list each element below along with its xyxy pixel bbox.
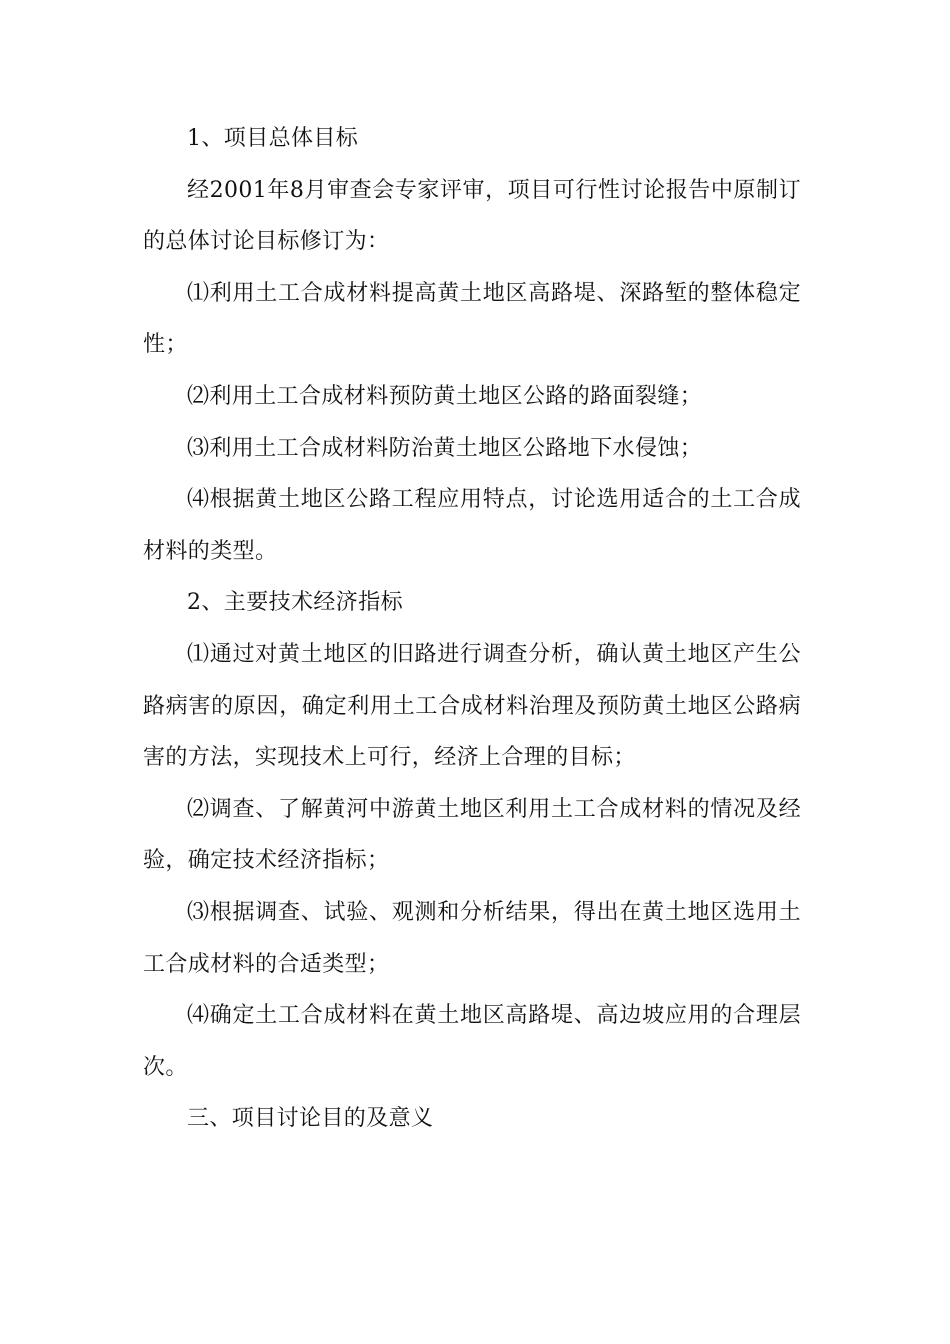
paragraph-goal-revision: 经2001年8月审查会专家评审，项目可行性讨论报告中原制订的总体讨论目标修订为： <box>143 177 801 255</box>
list-item-goal-4: ⑷根据黄土地区公路工程应用特点，讨论选用适合的土工合成材料的类型。 <box>143 487 801 564</box>
list-item-indicator-3: ⑶根据调查、试验、观测和分析结果，得出在黄土地区选用土工合成材料的合适类型； <box>143 899 801 977</box>
section-heading-purpose: 三、项目讨论目的及意义 <box>187 1106 434 1132</box>
section-heading-overall-goal: 1、项目总体目标 <box>187 126 359 151</box>
list-item-goal-3: ⑶利用土工合成材料防治黄土地区公路地下水侵蚀； <box>187 435 703 461</box>
document-body <box>143 113 801 1145</box>
list-item-goal-2: ⑵利用土工合成材料预防黄土地区公路的路面裂缝； <box>187 383 703 409</box>
list-item-goal-1: ⑴利用土工合成材料提高黄土地区高路堤、深路堑的整体稳定性； <box>143 280 801 358</box>
list-item-indicator-4: ⑷确定土工合成材料在黄土地区高路堤、高边坡应用的合理层次。 <box>143 1003 801 1080</box>
list-item-indicator-2: ⑵调查、了解黄河中游黄土地区利用土工合成材料的情况及经验，确定技术经济指标； <box>143 796 801 874</box>
section-heading-indicators: 2、主要技术经济指标 <box>187 590 403 616</box>
list-item-indicator-1: ⑴通过对黄土地区的旧路进行调查分析，确认黄土地区产生公路病害的原因，确定利用土工合成材料治理及预防黄土地区公路病害的方法，实现技术上可行，经济上合理的目标； <box>143 641 801 771</box>
